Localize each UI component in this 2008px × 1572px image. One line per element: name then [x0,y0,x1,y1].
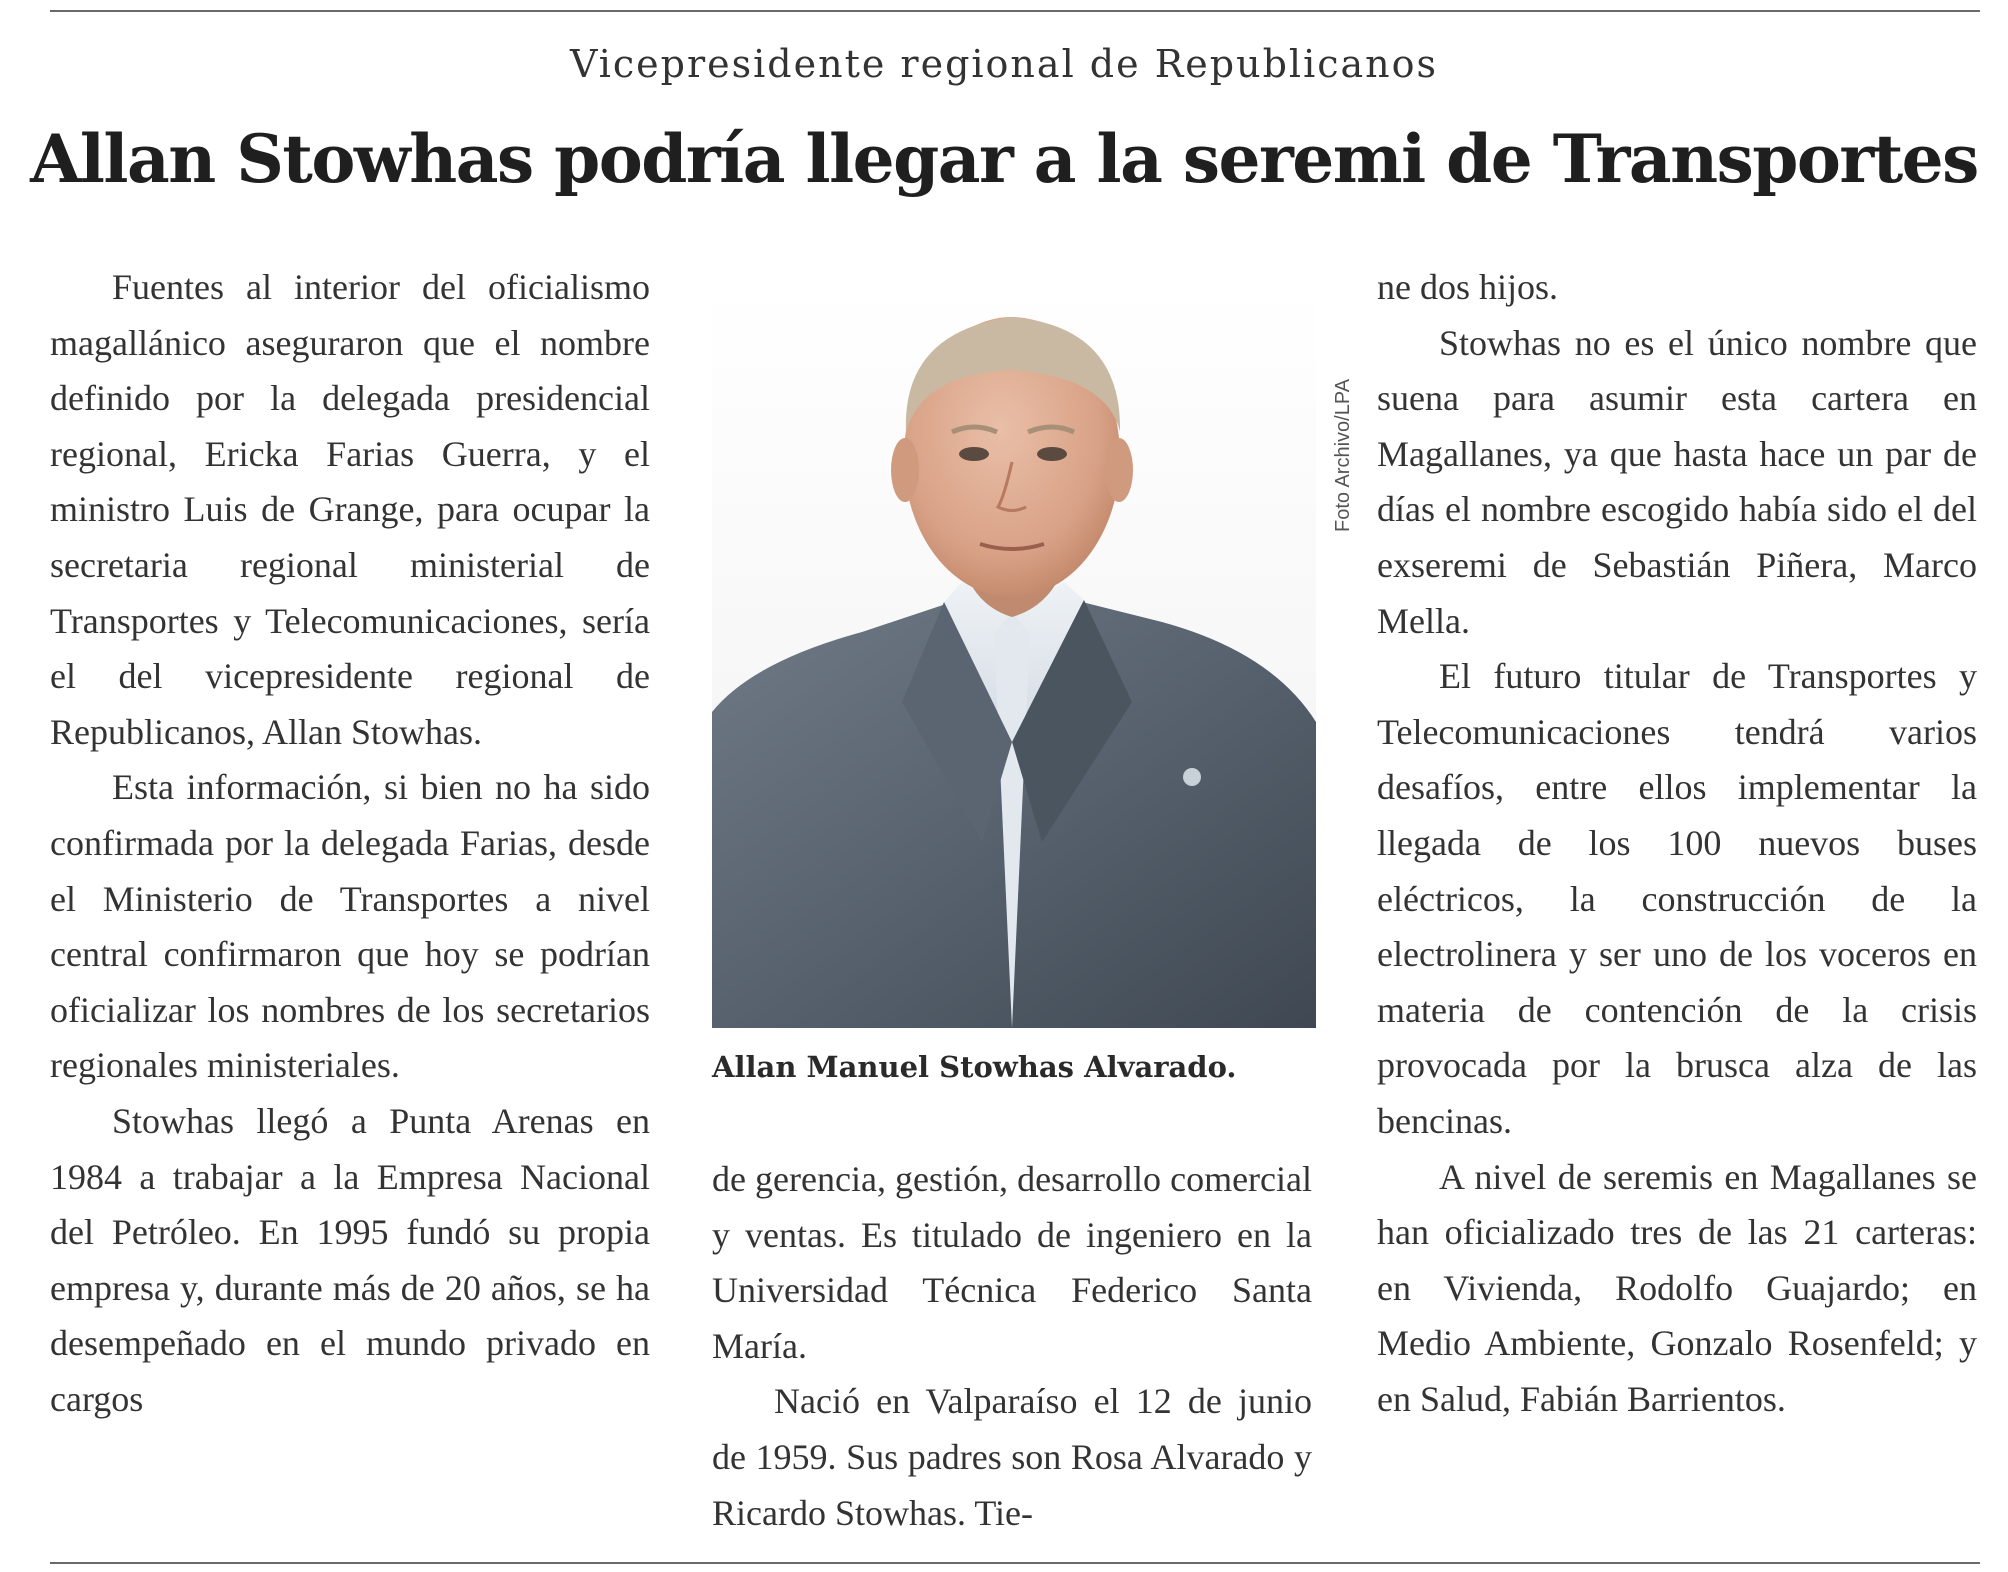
paragraph: de gerencia, gestión, desarrollo comercial y ventas. Es titulado de ingeniero en la Universidad Técnica Federico Santa María. [712,1159,1312,1366]
photo-caption: Allan Manuel Stowhas Alvarado. [712,1050,1237,1084]
photo-credit: Foto Archivo/LPA [1332,378,1354,532]
top-rule [50,10,1980,12]
paragraph: El futuro titular de Transportes y Telecomunicaciones tendrá varios desafíos, entre ellos implementar la llegada de los 100 nuevos buses eléctricos, la construcción de la electrolinera y ser uno de los voceros en materia de contención de la crisis provocada por la brusca alza de las bencinas. [1377,656,1977,1141]
portrait-photo [712,282,1316,1028]
paragraph: Fuentes al interior del oficialismo magallánico aseguraron que el nombre definido por la delegada presidencial regional, Ericka Farias Guerra, y el ministro Luis de Grange, para ocupar la secretaria regional ministerial de Transportes y Telecomunicaciones, sería el del vicepresidente regional de Republicanos, Allan Stowhas. [50,267,650,752]
paragraph: ne dos hijos. [1377,267,1559,307]
paragraph: A nivel de seremis en Magallanes se han oficializado tres de las 21 carteras: en Vivienda, Rodolfo Guajardo; en Medio Ambiente, Gonzalo Rosenfeld; y en Salud, Fabián Barrientos. [1377,1156,1977,1419]
column-2 [712,1152,1312,1541]
article-headline: Allan Stowhas podría llegar a la seremi de Transportes [30,120,1978,198]
paragraph: Stowhas llegó a Punta Arenas en 1984 a trabajar a la Empresa Nacional del Petróleo. En 1995 fundó su propia empresa y, durante más de 20 años, se ha desempeñado en el mundo privado en cargos [50,1100,650,1419]
column-3 [1377,260,1977,1427]
article-kicker: Vicepresidente regional de Republicanos [569,42,1439,86]
column-1 [50,260,650,1427]
bottom-rule [50,1562,1980,1564]
paragraph: Nació en Valparaíso el 12 de junio de 1959. Sus padres son Rosa Alvarado y Ricardo Stowhas. Tie- [712,1381,1312,1533]
paragraph: Stowhas no es el único nombre que suena para asumir esta cartera en Magallanes, ya que hasta hace un par de días el nombre escogido había sido el del exseremi de Sebastián Piñera, Marco Mella. [1377,322,1977,641]
paragraph: Esta información, si bien no ha sido confirmada por la delegada Farias, desde el Ministerio de Transportes a nivel central confirmaron que hoy se podrían oficializar los nombres de los secretarios regionales ministeriales. [50,767,650,1086]
